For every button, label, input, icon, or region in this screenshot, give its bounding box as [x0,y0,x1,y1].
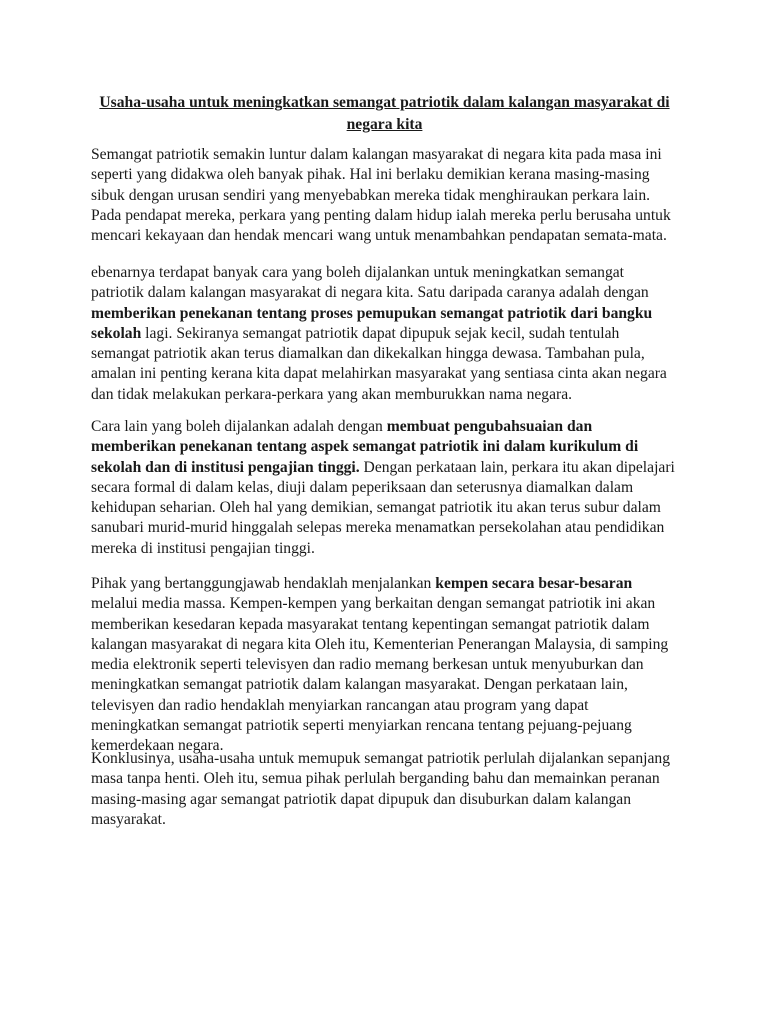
paragraph-text: melalui media massa. Kempen-kempen yang berkaitan dengan semangat patriotik ini akan memberikan kesedaran kepada masyarakat tentang kepentingan semangat patriotik dalam kalangan masyarakat di negara kita Oleh itu, Kementerian Penerangan Malaysia, di samping media elektronik seperti televisyen dan radio memang berkesan untuk menyuburkan dan meningkatkan semangat patriotik dalam kalangan masyarakat. Dengan perkataan lain, televisyen dan radio hendaklah menyiarkan rancangan atau program yang dapat meningkatkan semangat patriotik seperti menyiarkan rencana tentang pejuang-pejuang kemerdekaan negara. [91,595,669,755]
paragraph-text: Semangat patriotik semakin luntur dalam kalangan masyarakat di negara kita pada masa ini seperti yang didakwa oleh banyak pihak. Hal ini berlaku demikian kerana masing-masing sibuk dengan urusan sendiri yang menyebabkan mereka tidak menghiraukan perkara lain. Pada pendapat mereka, perkara yang penting dalam hidup ialah mereka perlu berusaha untuk mencari kekayaan dan hendak mencari wang untuk menambahkan pendapatan semata-mata. [91,146,671,245]
paragraph-text: Dengan perkataan lain, perkara itu akan dipelajari secara formal di dalam kelas, diuji dalam peperiksaan dan seterusnya diamalkan dalam kehidupan seharian. Oleh hal yang demikian, semangat patriotik itu akan terus subur dalam sanubari murid-murid hinggalah selepas mereka menamatkan persekolahan atau pendidikan mereka di institusi pengajian tinggi. [91,458,675,557]
paragraph-text: Cara lain yang boleh dijalankan adalah dengan [91,418,387,435]
document-title: Usaha-usaha untuk meningkatkan semangat patriotik dalam kalangan masyarakat di negara kita [99,94,670,133]
paragraph-point-3 [91,574,677,757]
paragraph-introduction [91,145,677,246]
paragraph-key-point: membuat pengubahsuaian dan memberikan penekanan tentang aspek semangat patriotik ini dalam kurikulum di sekolah dan di institusi pengajian tinggi. [91,418,639,476]
paragraph-point-1 [91,263,677,405]
paragraph-key-point: kempen secara besar-besaran [435,575,633,592]
paragraph-point-2 [91,417,677,559]
paragraph-text: lagi. Sekiranya semangat patriotik dapat dipupuk sejak kecil, sudah tentulah semangat patriotik akan terus diamalkan dan dikekalkan hingga dewasa. Tambahan pula, amalan ini penting kerana kita dapat melahirkan masyarakat yang sentiasa cinta akan negara dan tidak melakukan perkara-perkara yang akan memburukkan nama negara. [91,324,667,403]
paragraph-key-point: memberikan penekanan tentang proses pemupukan semangat patriotik dari bangku sekolah [91,304,653,342]
paragraph-text: Konklusinya, usaha-usaha untuk memupuk semangat patriotik perlulah dijalankan sepanjang masa tanpa henti. Oleh itu, semua pihak perlulah berganding bahu dan memainkan peranan masing-masing agar semangat patriotik dapat dipupuk dan disuburkan dalam kalangan masyarakat. [91,750,670,828]
paragraph-text: Pihak yang bertanggungjawab hendaklah menjalankan [91,575,436,592]
paragraph-text: ebenarnya terdapat banyak cara yang boleh dijalankan untuk meningkatkan semangat patriotik dalam kalangan masyarakat di negara kita. Satu daripada caranya adalah dengan [91,264,649,302]
paragraph-conclusion [91,749,677,830]
